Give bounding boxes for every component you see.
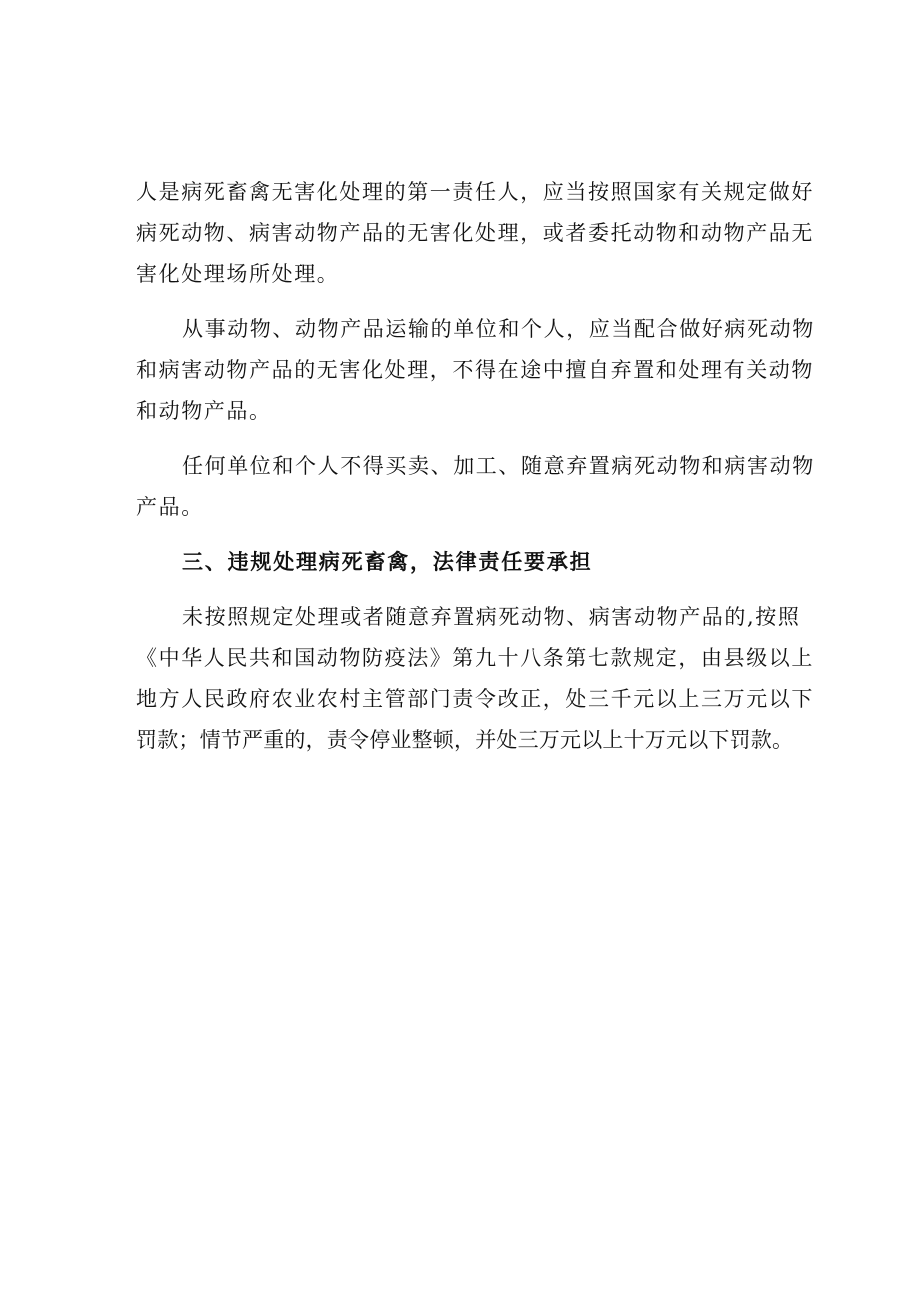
paragraph-transport	[136, 309, 815, 432]
text-line: 罚款；情节严重的，责令停业整顿，并处三万元以上十万元以下罚款。	[136, 728, 794, 752]
text-line: 和动物产品。	[136, 399, 272, 423]
text-line: 未按照规定处理或者随意弃置病死动物、病害动物产品的,按照	[182, 605, 801, 629]
text-line: 地方人民政府农业农村主管部门责令改正，处三千元以上三万元以下	[136, 687, 814, 711]
text-line: 产品。	[136, 495, 204, 519]
document-body	[136, 172, 815, 761]
text-line: 害化处理场所处理。	[136, 262, 340, 286]
text-line: 从事动物、动物产品运输的单位和个人，应当配合做好病死动物	[182, 317, 815, 341]
paragraph-penalty	[136, 597, 814, 761]
text-line: 任何单位和个人不得买卖、加工、随意弃置病死动物和病害动物	[182, 454, 815, 478]
text-line: 和病害动物产品的无害化处理，不得在途中擅自弃置和处理有关动物	[136, 358, 814, 382]
text-line: 《中华人民共和国动物防疫法》第九十八条第七款规定，由县级以上	[136, 646, 814, 670]
paragraph-responsibility	[136, 172, 814, 295]
text-line: 人是病死畜禽无害化处理的第一责任人，应当按照国家有关规定做好	[136, 180, 814, 204]
section-heading: 三、违规处理病死畜禽，法律责任要承担	[182, 550, 593, 574]
text-line: 病死动物、病害动物产品的无害化处理，或者委托动物和动物产品无	[136, 221, 814, 245]
paragraph-prohibition	[136, 446, 815, 528]
